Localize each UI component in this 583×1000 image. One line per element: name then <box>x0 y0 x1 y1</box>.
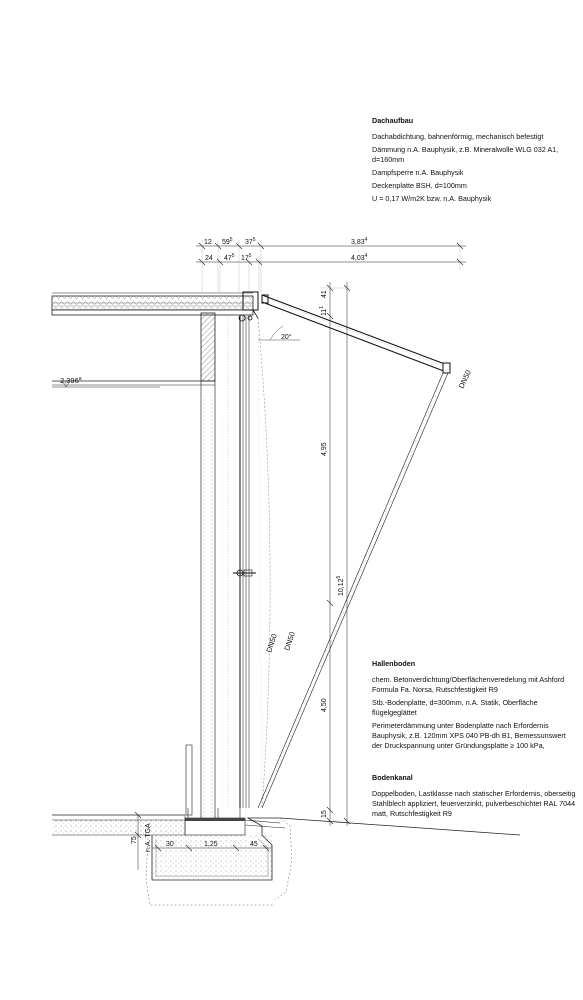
dim-top-8: 4,03$^4$ <box>351 253 368 262</box>
roof-note-line: Dämmung n.A. Bauphysik, z.B. Mineralwolle WLG 032 A1, d=160mm <box>372 145 559 164</box>
dim-vert-15: 15 <box>321 810 328 818</box>
floor-channel-title: Bodenkanal <box>372 773 413 782</box>
roof-build-up-title: Dachaufbau <box>372 116 414 125</box>
vertical-dimension-labels <box>319 290 345 818</box>
pipe-label-1: DN50 <box>456 368 473 390</box>
dim-bottom-75: 75 <box>131 836 138 844</box>
roof-note-line: Deckenplatte BSH, d=100mm <box>372 181 467 190</box>
roof-note-line: Dachabdichtung, bahnenförmig, mechanisch befestigt <box>372 132 544 141</box>
vertical-dimension-lines <box>320 282 350 826</box>
svg-text:2,396a: 2,396$^a$ <box>60 376 82 385</box>
floor-note-line: Stb.-Bodenplatte, d=300mm, n.A. Statik, Oberfläche flügelgeglättet <box>372 698 538 717</box>
dim-top-7: $17^5$ <box>241 253 252 262</box>
dim-top-5: 24 <box>205 255 213 262</box>
concrete-column <box>201 313 215 381</box>
pipe-label-2: DN50 <box>264 632 279 654</box>
dim-vert-495: 4,95 <box>321 442 328 456</box>
dim-top-2: $59^5$ <box>222 237 233 246</box>
dim-bottom-30: 30 <box>166 841 174 848</box>
ground-slab <box>52 815 185 835</box>
roof-note-line: Dampfsperre n.A. Bauphysik <box>372 168 464 177</box>
channel-note-line: Doppelboden, Lastklasse nach statischer Erfordernis, oberseitig Stahlblech appliziert, feuerverzinkt, pulverbeschichtet RAL 7044 matt, Rutschfestigkeit R9 <box>372 789 576 818</box>
dim-top-4: 3,83$^4$ <box>351 237 368 246</box>
angle-label: 20° <box>281 334 292 341</box>
roof-slab <box>52 293 253 315</box>
dim-vert-11: $11^1$ <box>319 305 328 316</box>
gate-frame <box>222 316 249 808</box>
dim-top-6: $47^5$ <box>224 253 235 262</box>
bollard <box>186 745 192 815</box>
pipe-label-3: DN50 <box>282 630 297 652</box>
level-marker <box>52 376 160 387</box>
column-lines <box>201 381 215 820</box>
hall-floor-title: Hallenboden <box>372 659 416 668</box>
dim-vert-1012: 10,12$^5$ <box>336 575 345 596</box>
gate-hardware <box>233 315 256 576</box>
dim-bottom-45: 45 <box>250 841 258 848</box>
floor-note-line: chem. Betonverdichtung/Oberflächenveredelung mit Ashford Formula Fa. Norsa, Rutschfestigkeit R9 <box>372 675 565 694</box>
roof-note-line: U = 0,17 W/m2K bzw. n.A. Bauphysik <box>372 194 492 203</box>
roof-build-up-notes <box>372 116 577 207</box>
dim-top-3: $37^5$ <box>245 237 256 246</box>
floor-channel-notes <box>372 773 577 822</box>
dimension-labels-top <box>204 237 368 262</box>
floor-note-line: Perimeterdämmung unter Bodenplatte nach Erfordernis Bauphysik, z.B. 120mm XPS 040 PB-dh B1, Bemessunswert der Druckspannung unter Gründungsplatte ≥ 100 kPa, <box>372 721 566 750</box>
dim-top-1: 12 <box>204 239 212 246</box>
dim-vert-450: 4,50 <box>321 698 328 712</box>
dim-bottom-125: 1,25 <box>204 841 218 848</box>
hall-floor-notes <box>372 659 577 754</box>
dim-vert-41: 41 <box>321 290 328 298</box>
tga-label: n.A. TGA <box>145 823 152 852</box>
dimension-row-top <box>196 240 466 292</box>
